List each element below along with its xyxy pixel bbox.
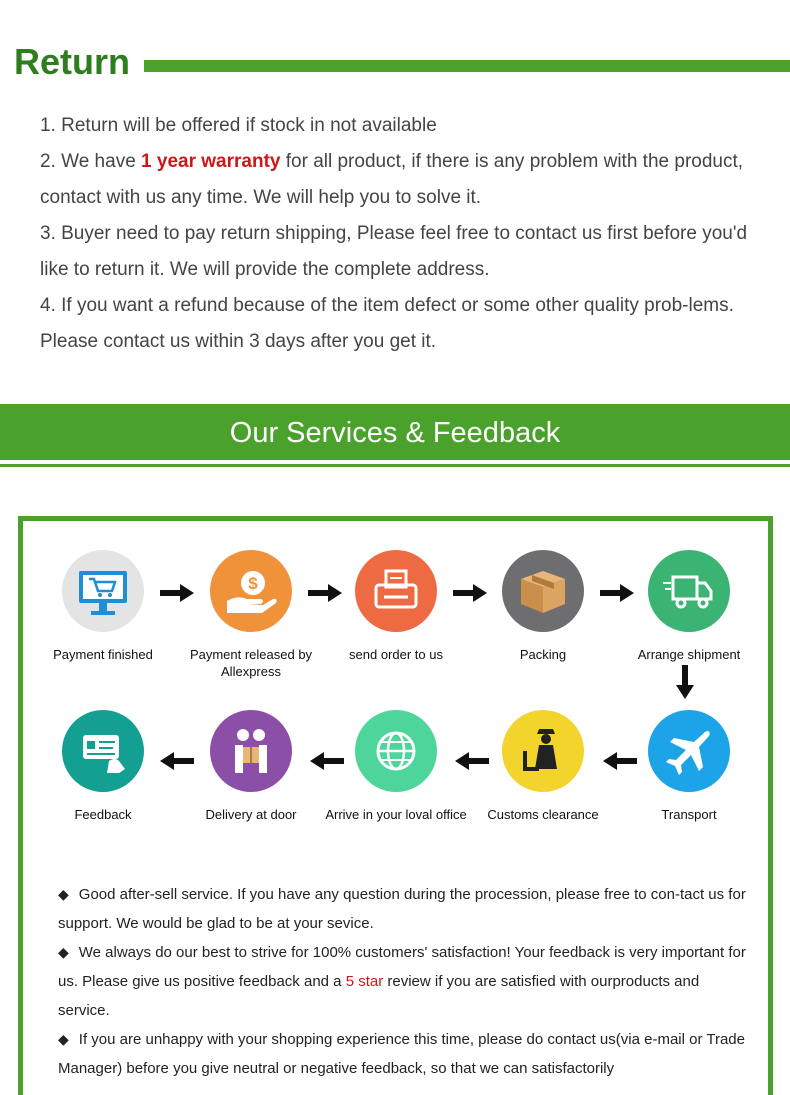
arrow-right-icon: [160, 584, 194, 602]
arrow-right-icon: [453, 584, 487, 602]
step-customs-clearance: [468, 710, 618, 823]
arrow-left-icon: [603, 752, 637, 770]
diamond-bullet-icon: ◆: [58, 1031, 69, 1047]
step-label: Transport: [661, 807, 717, 822]
five-star-highlight: 5 star: [345, 973, 384, 990]
warranty-highlight: 1 year warranty: [141, 151, 281, 172]
diamond-bullet-icon: ◆: [58, 886, 69, 902]
step-label: Delivery at door: [205, 807, 297, 822]
note-item-1: ◆ Good after-sell service. If you have any question during the procession, please free to con-tact us for support. We would be glad to be at your sevice.: [58, 880, 748, 938]
feedback-notes: [58, 880, 748, 1083]
step-label: Payment released by Allexpress: [189, 647, 313, 679]
arrow-left-icon: [310, 752, 344, 770]
return-item-4: 4. If you want a refund because of the item defect or some other quality prob-lems. Please contact us within 3 days after you get it.: [40, 295, 734, 352]
computer-cart-icon: [62, 550, 144, 632]
step-packing: [468, 550, 618, 663]
globe-icon: [355, 710, 437, 792]
truck-icon: [648, 550, 730, 632]
step-send-order: [321, 550, 471, 663]
return-title: Return: [14, 41, 130, 82]
note-item-2: ◆ We always do our best to strive for 100% customers' satisfaction! Your feedback is very important for us. Please give us positive feedback and a 5 star review if you are satisfied with ourproducts and service.: [58, 938, 748, 1025]
return-item-1: 1. Return will be offered if stock in not available: [40, 115, 437, 136]
airplane-icon: [648, 710, 730, 792]
services-title: Our Services & Feedback: [229, 417, 561, 449]
customs-officer-icon: [502, 710, 584, 792]
delivery-people-icon: [210, 710, 292, 792]
box-icon: [502, 550, 584, 632]
step-feedback: [28, 710, 178, 823]
return-title-bar: [144, 60, 790, 72]
step-label: Packing: [519, 647, 567, 662]
arrow-right-icon: [600, 584, 634, 602]
arrow-down-icon: [676, 665, 694, 699]
return-item-2: 2. We have 1 year warranty for all product, if there is any problem with the product, contact with us any time. We will help you to solve it.: [40, 151, 744, 208]
step-arrange-shipment: [614, 550, 764, 663]
printer-icon: [355, 550, 437, 632]
arrow-left-icon: [160, 752, 194, 770]
step-label: Arrange shipment: [637, 647, 741, 662]
step-label: Payment finished: [53, 647, 153, 662]
feedback-card-icon: [62, 710, 144, 792]
step-payment-released: [176, 550, 326, 680]
step-label: Feedback: [74, 807, 132, 822]
step-delivery-door: [176, 710, 326, 823]
return-header: [14, 40, 790, 84]
step-label: Arrive in your loval office: [325, 807, 467, 822]
return-policy-list: [40, 108, 760, 360]
services-band-underline: [0, 464, 790, 467]
step-payment-finished: [28, 550, 178, 663]
arrow-right-icon: [308, 584, 342, 602]
arrow-left-icon: [455, 752, 489, 770]
hand-money-icon: [210, 550, 292, 632]
step-label: send order to us: [349, 647, 443, 662]
svg-text:$: $: [248, 574, 258, 593]
step-label: Customs clearance: [487, 807, 599, 822]
note-item-3: ◆ If you are unhappy with your shopping experience this time, please do contact us(via e-mail or Trade Manager) before you give neutral or negative feedback, so that we can satisfactorily: [58, 1025, 748, 1083]
diamond-bullet-icon: ◆: [58, 944, 69, 960]
return-item-3: 3. Buyer need to pay return shipping, Please feel free to contact us first before you'd like to return it. We will provide the complete address.: [40, 223, 748, 280]
